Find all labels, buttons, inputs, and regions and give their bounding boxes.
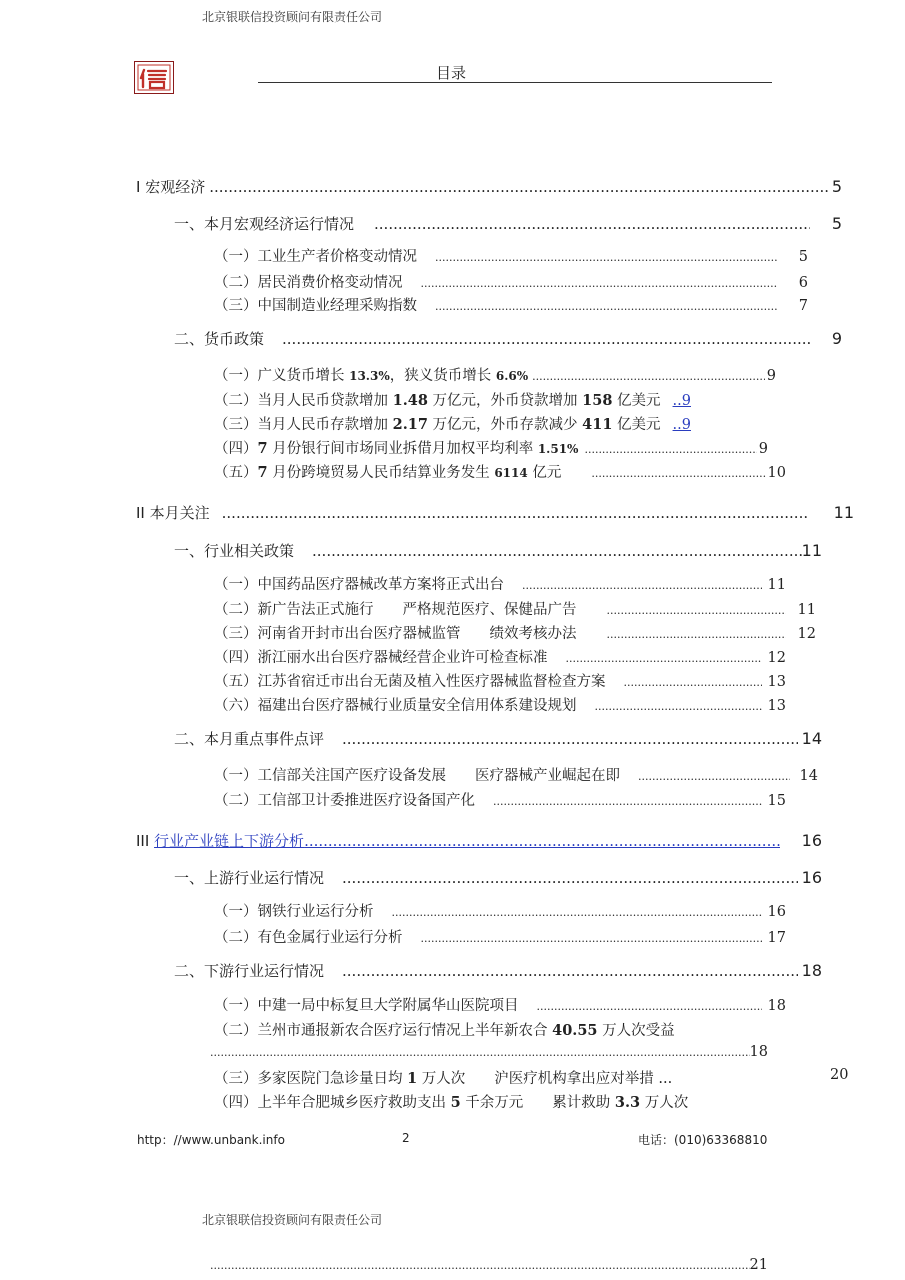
toc-entry-level3[interactable]: （一）钢铁行业运行分析 ..... 16	[214, 900, 786, 921]
logo-icon	[135, 62, 173, 93]
toc-entry-level3[interactable]: （六）福建出台医疗器械行业质量安全信用体系建设规划 ..... 13	[214, 694, 786, 715]
toc-entry-continuation[interactable]: ..... 21	[210, 1257, 768, 1273]
toc-entry-level2[interactable]: 二、货币政策 ..... 9	[174, 328, 842, 349]
footer-page-number: 2	[402, 1131, 410, 1145]
footer-url: http：//www.unbank.info	[137, 1133, 285, 1147]
footer-phone: 电话：(010)63368810	[638, 1133, 768, 1147]
header-rule	[258, 82, 772, 83]
toc-entry-continuation[interactable]: ..... 18	[210, 1044, 768, 1060]
toc-entry-level3[interactable]: （一）中建一局中标复旦大学附属华山医院项目 ..... 18	[214, 994, 786, 1015]
toc-entry-level3[interactable]: （二）有色金属行业运行分析 ..... 17	[214, 926, 786, 947]
toc-entry-level2[interactable]: 一、上游行业运行情况 ..... 16	[174, 867, 822, 888]
toc-page-number: 20	[830, 1067, 849, 1083]
next-page-company-name: 北京银联信投资顾问有限责任公司	[202, 1213, 383, 1227]
toc-entry-level3[interactable]: （三）当月人民币存款增加 2.17 万亿元，外币存款减少 411 亿美元 ..9	[214, 416, 691, 433]
toc-entry-level2[interactable]: 一、行业相关政策 ..... 11	[174, 540, 822, 561]
toc-entry-level3[interactable]: （二）工信部卫计委推进医疗设备国产化 ..... 15	[214, 789, 786, 810]
toc-entry-level1[interactable]: II 本月关注 ..... 11	[136, 502, 854, 523]
toc-entry-level2[interactable]: 一、本月宏观经济运行情况 ..... 5	[174, 213, 842, 234]
toc-entry-level3[interactable]: （一）广义货币增长 13.3%，狭义货币增长 6.6% ..... 9	[214, 364, 776, 385]
toc-entry-level1-link[interactable]: III 行业产业链上下游分析 ..... 16	[136, 830, 822, 851]
toc-entry-level3[interactable]: （二）居民消费价格变动情况 ..... 6	[214, 271, 808, 292]
toc-entry-level3[interactable]: （二）兰州市通报新农合医疗运行情况上半年新农合 40.55 万人次受益	[214, 1022, 675, 1039]
toc-entry-level1[interactable]: I 宏观经济 ..... 5	[136, 176, 842, 197]
toc-entry-level3[interactable]: （五）江苏省宿迁市出台无菌及植入性医疗器械监督检查方案 ..... 13	[214, 670, 786, 691]
toc-entry-level3[interactable]: （一）工信部关注国产医疗设备发展 医疗器械产业崛起在即 ..... 14	[214, 764, 818, 785]
toc-entry-level3[interactable]: （四）浙江丽水出台医疗器械经营企业许可检查标准 ..... 12	[214, 646, 786, 667]
toc-entry-level3[interactable]: （一）工业生产者价格变动情况 ..... 5	[214, 245, 808, 266]
company-name: 北京银联信投资顾问有限责任公司	[202, 10, 383, 24]
toc-entry-level2[interactable]: 二、下游行业运行情况 ..... 18	[174, 960, 822, 981]
toc-entry-level3[interactable]: （四）上半年合肥城乡医疗救助支出 5 千余万元 累计救助 3.3 万人次	[214, 1094, 689, 1111]
toc-entry-level3[interactable]: （三）中国制造业经理采购指数 ..... 7	[214, 294, 808, 315]
toc-entry-level3[interactable]: （三）多家医院门急诊量日均 1 万人次 沪医疗机构拿出应对举措 ...	[214, 1070, 673, 1087]
page-title: 目录	[436, 64, 467, 82]
toc-entry-level3[interactable]: （二）新广告法正式施行 严格规范医疗、保健品广告 ..... 11	[214, 598, 816, 619]
toc-entry-level3[interactable]: （五）7 月份跨境贸易人民币结算业务发生 6114 亿元 ..... 10	[214, 461, 786, 482]
toc-entry-level3[interactable]: （四）7 月份银行间市场同业拆借月加权平均利率 1.51% ..... 9	[214, 437, 768, 458]
toc-entry-level2[interactable]: 二、本月重点事件点评 ..... 14	[174, 728, 822, 749]
toc-entry-level3[interactable]: （三）河南省开封市出台医疗器械监管 绩效考核办法 ..... 12	[214, 622, 816, 643]
toc-entry-level3[interactable]: （一）中国药品医疗器械改革方案将正式出台 ..... 11	[214, 573, 786, 594]
company-logo	[134, 61, 174, 94]
toc-entry-level3[interactable]: （二）当月人民币贷款增加 1.48 万亿元，外币贷款增加 158 亿美元 ..9	[214, 392, 691, 409]
